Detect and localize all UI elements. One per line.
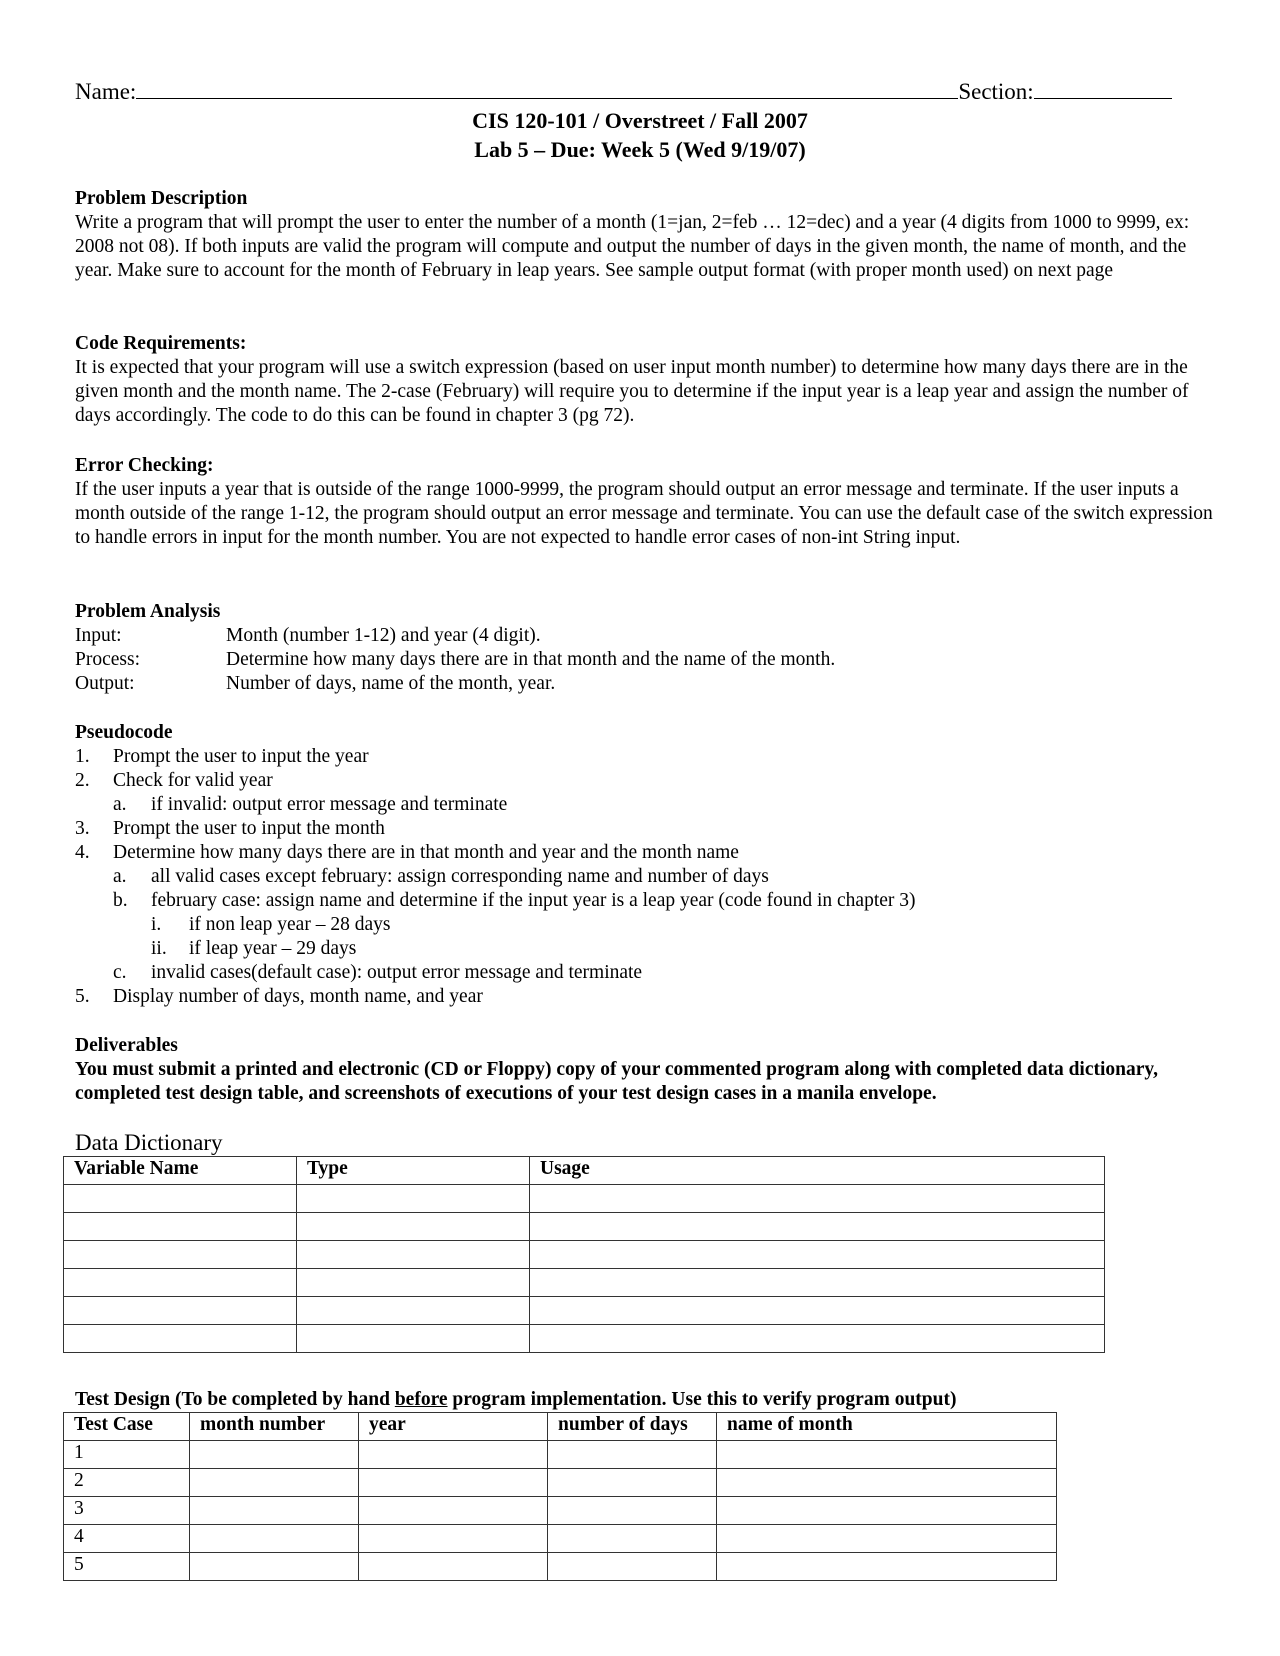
analysis-row-input (75, 624, 1215, 648)
table-cell[interactable] (297, 1213, 530, 1241)
step-text: Check for valid year (113, 770, 273, 791)
test-design-table (63, 1412, 1057, 1581)
table-cell[interactable] (64, 1325, 297, 1353)
table-cell[interactable] (297, 1241, 530, 1269)
step-number: 5. (75, 986, 90, 1007)
column-header: Test Case (64, 1413, 190, 1441)
step-number: a. (113, 866, 127, 887)
analysis-row-process (75, 648, 1215, 672)
table-cell[interactable] (297, 1297, 530, 1325)
table-cell[interactable] (297, 1325, 530, 1353)
lab-title: Lab 5 – Due: Week 5 (Wed 9/19/07) (474, 137, 806, 162)
table-cell[interactable] (190, 1553, 359, 1581)
analysis-value: Number of days, name of the month, year. (226, 673, 556, 694)
table-cell[interactable] (530, 1213, 1105, 1241)
analysis-row-output (75, 672, 1215, 696)
table-header-row (64, 1157, 1105, 1185)
error-checking-text: If the user inputs a year that is outside of the range 1000-9999, the program should output an error message and terminate. If the user inputs a month outside of the range 1-12, the program should output an error message and terminate. You can use the default case of the switch expression to handle errors in input for the month number. You are not expected to handle error cases of non-int String input. (75, 479, 1213, 548)
pseudocode-heading: Pseudocode (75, 722, 173, 743)
step-text: Display number of days, month name, and year (113, 986, 483, 1007)
analysis-value: Month (number 1-12) and year (4 digit). (226, 625, 541, 646)
table-cell[interactable] (548, 1525, 717, 1553)
table-cell[interactable] (717, 1553, 1057, 1581)
test-case-number: 3 (64, 1497, 190, 1525)
column-header: Usage (530, 1157, 1105, 1185)
step-text: all valid cases except february: assign corresponding name and number of days (151, 866, 769, 887)
pseudocode-step (75, 841, 1215, 865)
column-header: Variable Name (64, 1157, 297, 1185)
name-blank[interactable] (136, 78, 958, 99)
pseudocode-subsubstep (75, 937, 1215, 961)
column-header: Type (297, 1157, 530, 1185)
table-row (64, 1297, 1105, 1325)
problem-description-heading: Problem Description (75, 188, 248, 209)
step-text: if invalid: output error message and terminate (151, 794, 508, 815)
table-cell[interactable] (190, 1525, 359, 1553)
step-text: if non leap year – 28 days (189, 914, 391, 935)
table-cell[interactable] (530, 1241, 1105, 1269)
table-header-row (64, 1413, 1057, 1441)
code-requirements-heading: Code Requirements: (75, 333, 247, 354)
pseudocode-substep (75, 865, 1215, 889)
step-text: if leap year – 29 days (189, 938, 357, 959)
table-row (64, 1553, 1057, 1581)
step-number: ii. (151, 938, 167, 959)
table-row (64, 1213, 1105, 1241)
test-design-label-text: program implementation. Use this to verify program output) (447, 1389, 957, 1410)
pseudocode-step (75, 769, 1215, 793)
table-cell[interactable] (297, 1185, 530, 1213)
step-text: Prompt the user to input the month (113, 818, 385, 839)
step-number: a. (113, 794, 127, 815)
table-cell[interactable] (359, 1497, 548, 1525)
table-cell[interactable] (548, 1469, 717, 1497)
table-cell[interactable] (530, 1185, 1105, 1213)
step-number: c. (113, 962, 127, 983)
section-blank[interactable] (1034, 78, 1172, 99)
test-case-number: 2 (64, 1469, 190, 1497)
pseudocode-substep (75, 793, 1215, 817)
table-cell[interactable] (359, 1441, 548, 1469)
table-cell[interactable] (359, 1525, 548, 1553)
table-cell[interactable] (530, 1297, 1105, 1325)
step-number: 3. (75, 818, 90, 839)
table-cell[interactable] (64, 1297, 297, 1325)
step-number: 1. (75, 746, 90, 767)
step-number: b. (113, 890, 128, 911)
table-cell[interactable] (64, 1213, 297, 1241)
problem-description (75, 187, 1215, 283)
table-cell[interactable] (717, 1497, 1057, 1525)
table-cell[interactable] (717, 1469, 1057, 1497)
table-cell[interactable] (717, 1441, 1057, 1469)
analysis-label: Process: (75, 649, 140, 670)
problem-description-text: Write a program that will prompt the user to enter the number of a month (1=jan, 2=feb … 12=dec) and a year (4 digits from 1000 to 9999, ex: 2008 not 08). If both inputs are valid the program will compute and output the number of days in the given month, the name of month, and the year. Make sure to account for the month of February in leap years. See sample output format (with proper month used) on next page (75, 212, 1190, 281)
table-cell[interactable] (548, 1553, 717, 1581)
table-cell[interactable] (297, 1269, 530, 1297)
step-number: 4. (75, 842, 90, 863)
column-header: year (359, 1413, 548, 1441)
pseudocode-substep (75, 889, 1215, 913)
table-cell[interactable] (64, 1241, 297, 1269)
table-cell[interactable] (530, 1325, 1105, 1353)
test-design-label-text: Test Design (To be completed by hand (75, 1389, 395, 1410)
course-title: CIS 120-101 / Overstreet / Fall 2007 (472, 108, 808, 133)
test-design-label-emphasis: before (394, 1389, 448, 1410)
pseudocode-step (75, 745, 1215, 769)
section-label: Section: (958, 79, 1034, 104)
test-case-number: 1 (64, 1441, 190, 1469)
column-header: name of month (717, 1413, 1057, 1441)
deliverables-text: You must submit a printed and electronic (CD or Floppy) copy of your commented program along with completed data dictionary, completed test design table, and screenshots of executions of your test design cases in a manila envelope. (75, 1059, 1158, 1104)
code-requirements (75, 332, 1215, 428)
step-text: invalid cases(default case): output error message and terminate (151, 962, 643, 983)
name-section-row (75, 78, 1195, 106)
code-requirements-text: It is expected that your program will use a switch expression (based on user input month number) to determine how many days there are in the given month and the month name. The 2-case (February) will require you to determine if the input year is a leap year and assign the number of days accordingly. The code to do this can be found in chapter 3 (pg 72). (75, 357, 1189, 426)
deliverables (75, 1034, 1215, 1106)
step-number: i. (151, 914, 162, 935)
step-text: february case: assign name and determine if the input year is a leap year (code found in chapter 3) (151, 890, 916, 911)
table-row (64, 1469, 1057, 1497)
table-cell[interactable] (530, 1269, 1105, 1297)
table-cell[interactable] (64, 1185, 297, 1213)
pseudocode-step (75, 817, 1215, 841)
table-cell[interactable] (190, 1469, 359, 1497)
data-dictionary-table (63, 1156, 1105, 1353)
table-cell[interactable] (190, 1441, 359, 1469)
pseudocode (75, 721, 1215, 1009)
table-cell[interactable] (359, 1553, 548, 1581)
table-cell[interactable] (190, 1497, 359, 1525)
analysis-value: Determine how many days there are in that month and the name of the month. (226, 649, 836, 670)
problem-analysis-heading: Problem Analysis (75, 601, 221, 622)
column-header: number of days (548, 1413, 717, 1441)
table-row (64, 1325, 1105, 1353)
analysis-label: Output: (75, 673, 135, 694)
deliverables-heading: Deliverables (75, 1035, 178, 1056)
table-row (64, 1441, 1057, 1469)
problem-analysis (75, 600, 1215, 696)
table-row (64, 1525, 1057, 1553)
table-row (64, 1241, 1105, 1269)
column-header: month number (190, 1413, 359, 1441)
name-label: Name: (75, 79, 137, 104)
test-design-label (75, 1388, 956, 1412)
pseudocode-subsubstep (75, 913, 1215, 937)
table-cell[interactable] (64, 1269, 297, 1297)
table-cell[interactable] (717, 1525, 1057, 1553)
step-number: 2. (75, 770, 90, 791)
data-dictionary-label: Data Dictionary (75, 1130, 223, 1155)
error-checking (75, 454, 1215, 550)
table-row (64, 1185, 1105, 1213)
test-case-number: 5 (64, 1553, 190, 1581)
table-cell[interactable] (359, 1469, 548, 1497)
table-row (64, 1269, 1105, 1297)
test-case-number: 4 (64, 1525, 190, 1553)
analysis-label: Input: (75, 625, 122, 646)
table-row (64, 1497, 1057, 1525)
step-text: Prompt the user to input the year (113, 746, 369, 767)
table-cell[interactable] (548, 1441, 717, 1469)
table-cell[interactable] (548, 1497, 717, 1525)
pseudocode-substep (75, 961, 1215, 985)
step-text: Determine how many days there are in that month and year and the month name (113, 842, 739, 863)
error-checking-heading: Error Checking: (75, 455, 214, 476)
pseudocode-step (75, 985, 1215, 1009)
